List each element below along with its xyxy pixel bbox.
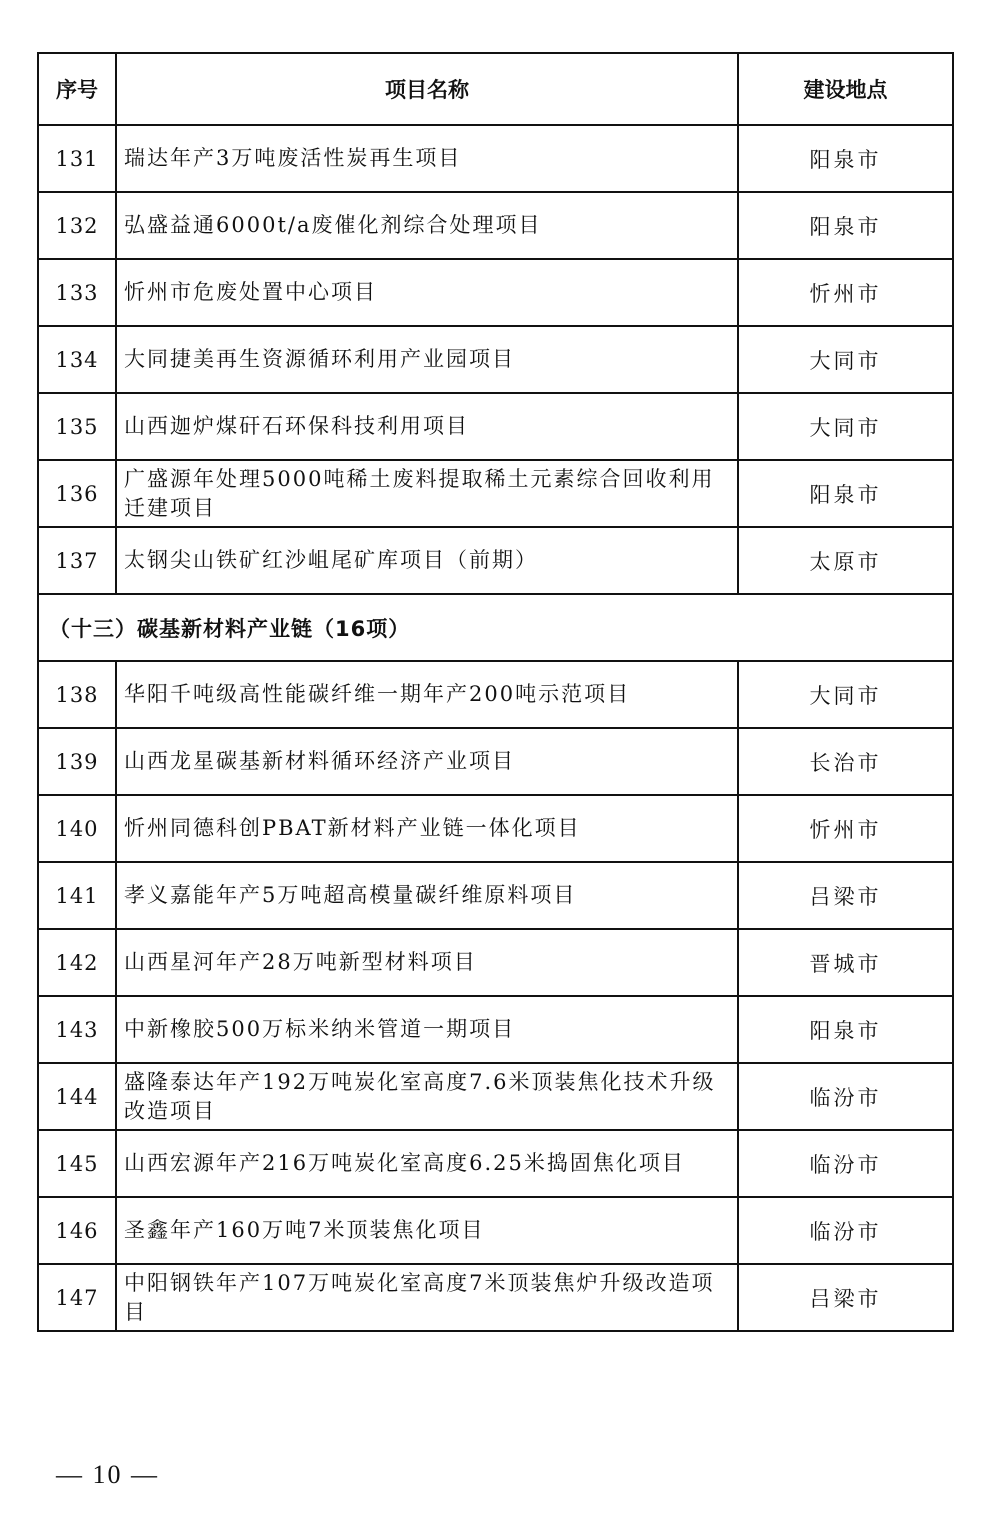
row-location: 大同市 bbox=[738, 661, 953, 728]
row-num: 134 bbox=[38, 326, 116, 393]
row-name: 广盛源年处理5000吨稀土废料提取稀土元素综合回收利用迁建项目 bbox=[116, 460, 738, 527]
row-num: 141 bbox=[38, 862, 116, 929]
row-location: 阳泉市 bbox=[738, 192, 953, 259]
row-location: 吕梁市 bbox=[738, 1264, 953, 1331]
table-row bbox=[38, 125, 953, 192]
table-row bbox=[38, 661, 953, 728]
row-num: 147 bbox=[38, 1264, 116, 1331]
table-row bbox=[38, 1063, 953, 1130]
row-num: 144 bbox=[38, 1063, 116, 1130]
row-num: 131 bbox=[38, 125, 116, 192]
header-num: 序号 bbox=[38, 53, 116, 125]
row-location: 大同市 bbox=[738, 393, 953, 460]
row-num: 132 bbox=[38, 192, 116, 259]
row-name: 太钢尖山铁矿红沙岨尾矿库项目（前期） bbox=[116, 527, 738, 594]
row-location: 忻州市 bbox=[738, 259, 953, 326]
table-row bbox=[38, 862, 953, 929]
header-name: 项目名称 bbox=[116, 53, 738, 125]
row-num: 133 bbox=[38, 259, 116, 326]
table-row bbox=[38, 1197, 953, 1264]
header-location: 建设地点 bbox=[738, 53, 953, 125]
row-name: 山西龙星碳基新材料循环经济产业项目 bbox=[116, 728, 738, 795]
table-row bbox=[38, 259, 953, 326]
row-name: 山西宏源年产216万吨炭化室高度6.25米捣固焦化项目 bbox=[116, 1130, 738, 1197]
row-num: 146 bbox=[38, 1197, 116, 1264]
row-location: 临汾市 bbox=[738, 1197, 953, 1264]
table-row bbox=[38, 1264, 953, 1331]
row-name: 山西星河年产28万吨新型材料项目 bbox=[116, 929, 738, 996]
row-location: 长治市 bbox=[738, 728, 953, 795]
row-name: 盛隆泰达年产192万吨炭化室高度7.6米顶装焦化技术升级改造项目 bbox=[116, 1063, 738, 1130]
row-num: 142 bbox=[38, 929, 116, 996]
row-location: 忻州市 bbox=[738, 795, 953, 862]
table-row bbox=[38, 929, 953, 996]
row-location: 临汾市 bbox=[738, 1063, 953, 1130]
section-row bbox=[38, 594, 953, 661]
row-location: 晋城市 bbox=[738, 929, 953, 996]
row-location: 阳泉市 bbox=[738, 996, 953, 1063]
row-num: 138 bbox=[38, 661, 116, 728]
row-num: 135 bbox=[38, 393, 116, 460]
row-name: 大同捷美再生资源循环利用产业园项目 bbox=[116, 326, 738, 393]
project-table bbox=[37, 52, 954, 1332]
row-location: 阳泉市 bbox=[738, 125, 953, 192]
row-name: 瑞达年产3万吨废活性炭再生项目 bbox=[116, 125, 738, 192]
row-num: 145 bbox=[38, 1130, 116, 1197]
row-name: 中阳钢铁年产107万吨炭化室高度7米顶装焦炉升级改造项目 bbox=[116, 1264, 738, 1331]
row-location: 吕梁市 bbox=[738, 862, 953, 929]
row-num: 139 bbox=[38, 728, 116, 795]
row-num: 137 bbox=[38, 527, 116, 594]
row-num: 140 bbox=[38, 795, 116, 862]
table-row bbox=[38, 393, 953, 460]
row-location: 临汾市 bbox=[738, 1130, 953, 1197]
table-header-row bbox=[38, 53, 953, 125]
row-name: 中新橡胶500万标米纳米管道一期项目 bbox=[116, 996, 738, 1063]
table-row bbox=[38, 795, 953, 862]
row-num: 143 bbox=[38, 996, 116, 1063]
table-row bbox=[38, 460, 953, 527]
table-row bbox=[38, 192, 953, 259]
table-row bbox=[38, 728, 953, 795]
row-name: 忻州市危废处置中心项目 bbox=[116, 259, 738, 326]
row-location: 大同市 bbox=[738, 326, 953, 393]
row-name: 圣鑫年产160万吨7米顶装焦化项目 bbox=[116, 1197, 738, 1264]
row-name: 山西迦炉煤矸石环保科技利用项目 bbox=[116, 393, 738, 460]
table-row bbox=[38, 326, 953, 393]
table-row bbox=[38, 996, 953, 1063]
table-row bbox=[38, 1130, 953, 1197]
row-location: 阳泉市 bbox=[738, 460, 953, 527]
row-name: 忻州同德科创PBAT新材料产业链一体化项目 bbox=[116, 795, 738, 862]
row-name: 弘盛益通6000t/a废催化剂综合处理项目 bbox=[116, 192, 738, 259]
row-num: 136 bbox=[38, 460, 116, 527]
row-location: 太原市 bbox=[738, 527, 953, 594]
page-number: — 10 — bbox=[56, 1460, 159, 1489]
row-name: 孝义嘉能年产5万吨超高模量碳纤维原料项目 bbox=[116, 862, 738, 929]
row-name: 华阳千吨级高性能碳纤维一期年产200吨示范项目 bbox=[116, 661, 738, 728]
section-heading: （十三）碳基新材料产业链（16项） bbox=[38, 594, 953, 661]
table-row bbox=[38, 527, 953, 594]
